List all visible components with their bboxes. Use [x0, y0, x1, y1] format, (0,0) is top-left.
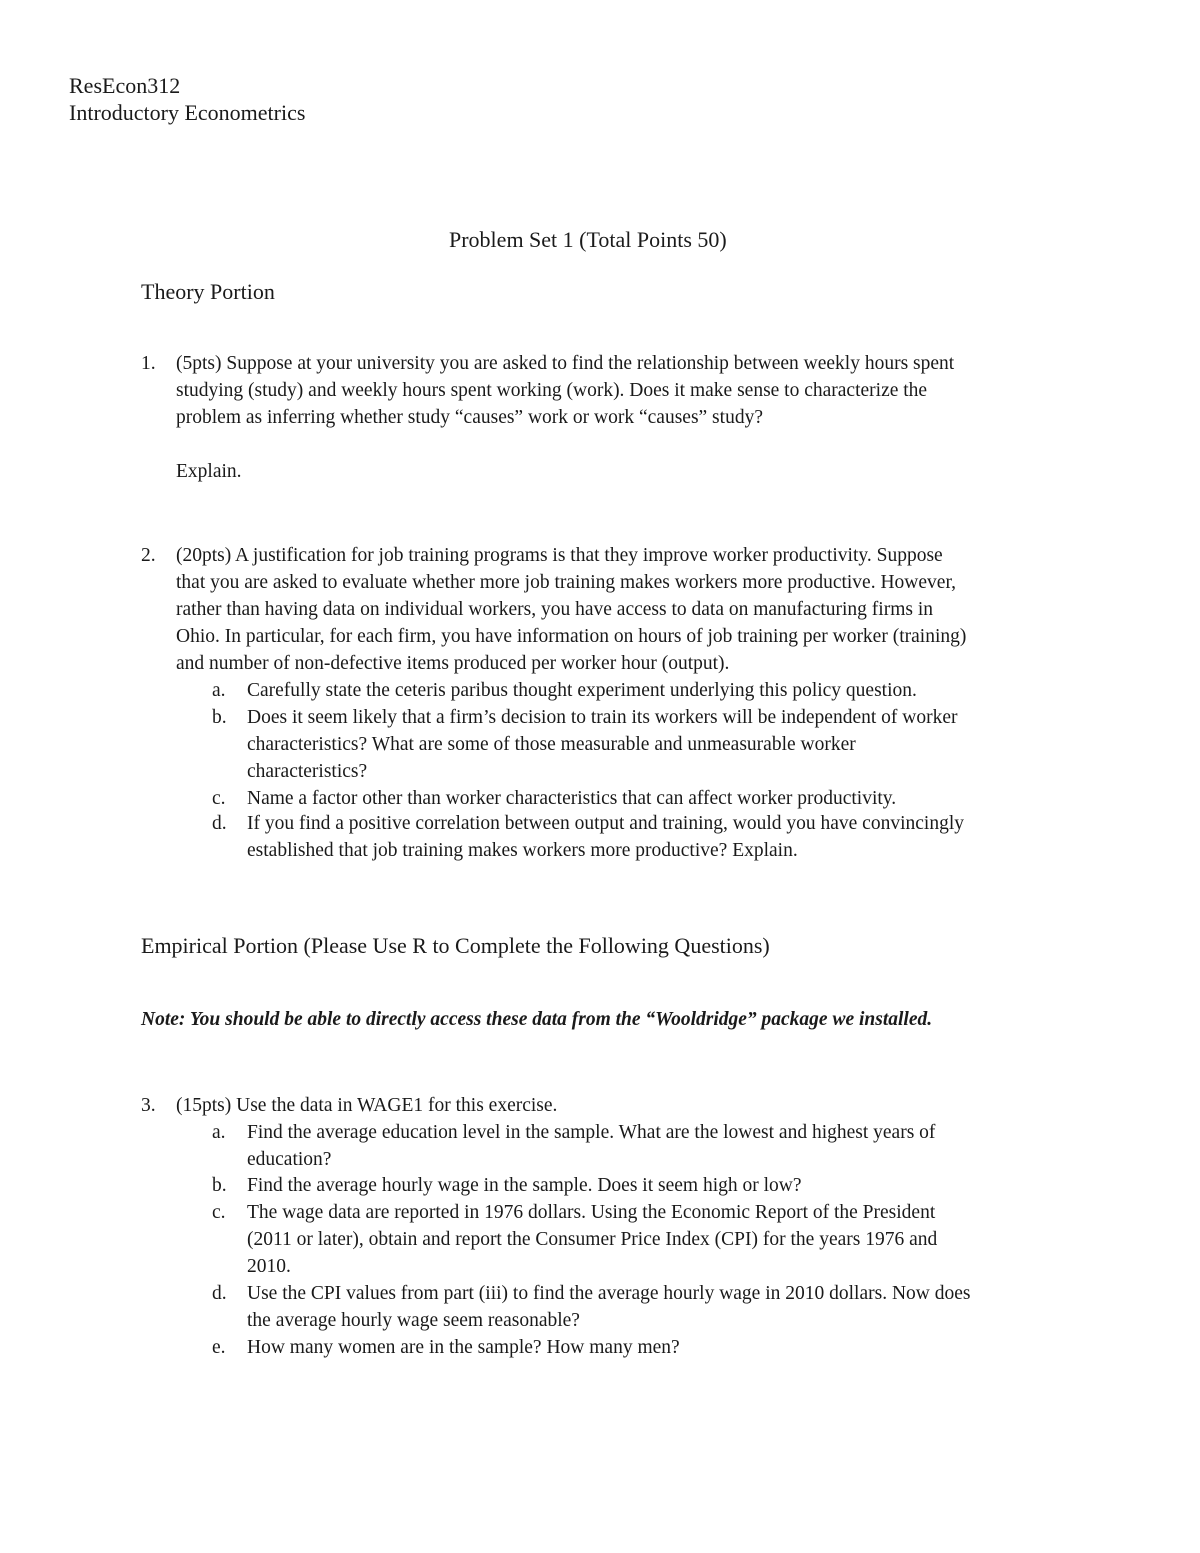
- q1-number: 1.: [141, 353, 156, 374]
- q3b-letter: b.: [212, 1175, 227, 1196]
- q2-line-4: Ohio. In particular, for each firm, you have information on hours of job training per worker (training): [176, 626, 967, 647]
- q3d-line-2: the average hourly wage seem reasonable?: [247, 1310, 580, 1331]
- q2b-line-3: characteristics?: [247, 761, 368, 782]
- q1-line-2: studying (study) and weekly hours spent working (work). Does it make sense to characterize the: [176, 380, 928, 401]
- q3e-letter: e.: [212, 1337, 226, 1358]
- q2d-letter: d.: [212, 813, 227, 834]
- note-text: Note: You should be able to directly access these data from the “Wooldridge” package we installed.: [141, 1009, 933, 1030]
- q1-line-1: (5pts) Suppose at your university you are asked to find the relationship between weekly hours spent: [176, 353, 955, 374]
- q2b-letter: b.: [212, 707, 227, 728]
- q2a-line-1: Carefully state the ceteris paribus thought experiment underlying this policy question.: [247, 680, 917, 701]
- q2c-letter: c.: [212, 788, 226, 809]
- q3-number: 3.: [141, 1095, 156, 1116]
- q1-explain: Explain.: [176, 461, 242, 482]
- empirical-heading: Empirical Portion (Please Use R to Complete the Following Questions): [141, 933, 770, 958]
- q2b-line-2: characteristics? What are some of those measurable and unmeasurable worker: [247, 734, 856, 755]
- q3c-letter: c.: [212, 1202, 226, 1223]
- q3d-letter: d.: [212, 1283, 227, 1304]
- q2-line-2: that you are asked to evaluate whether more job training makes workers more productive. However,: [176, 572, 957, 593]
- q3b-line-1: Find the average hourly wage in the sample. Does it seem high or low?: [247, 1175, 802, 1196]
- course-code: ResEcon312: [69, 73, 181, 98]
- q1-line-3: problem as inferring whether study “causes” work or work “causes” study?: [176, 407, 763, 428]
- q2d-line-1: If you find a positive correlation between output and training, would you have convincingly: [247, 813, 964, 834]
- q2-line-3: rather than having data on individual workers, you have access to data on manufacturing firms in: [176, 599, 934, 620]
- theory-heading: Theory Portion: [141, 279, 275, 304]
- q3-line-1: (15pts) Use the data in WAGE1 for this exercise.: [176, 1095, 558, 1116]
- q3a-line-1: Find the average education level in the sample. What are the lowest and highest years of: [247, 1122, 936, 1143]
- q2-line-1: (20pts) A justification for job training programs is that they improve worker productivity. Suppose: [176, 545, 943, 566]
- course-name: Introductory Econometrics: [69, 100, 306, 125]
- q2d-line-2: established that job training makes workers more productive? Explain.: [247, 840, 798, 861]
- q3d-line-1: Use the CPI values from part (iii) to find the average hourly wage in 2010 dollars. Now does: [247, 1283, 971, 1304]
- q3c-line-2: (2011 or later), obtain and report the Consumer Price Index (CPI) for the years 1976 and: [247, 1229, 938, 1250]
- q2b-line-1: Does it seem likely that a firm’s decision to train its workers will be independent of worker: [247, 707, 958, 728]
- q3c-line-3: 2010.: [247, 1256, 291, 1277]
- q2a-letter: a.: [212, 680, 226, 701]
- q3e-line-1: How many women are in the sample? How many men?: [247, 1337, 680, 1358]
- q2-number: 2.: [141, 545, 156, 566]
- q2c-line-1: Name a factor other than worker characteristics that can affect worker productivity.: [247, 788, 897, 809]
- q3a-line-2: education?: [247, 1149, 332, 1170]
- page-title: Problem Set 1 (Total Points 50): [449, 227, 727, 252]
- q2-line-5: and number of non-defective items produced per worker hour (output).: [176, 653, 730, 674]
- q3c-line-1: The wage data are reported in 1976 dollars. Using the Economic Report of the President: [247, 1202, 936, 1223]
- q3a-letter: a.: [212, 1122, 226, 1143]
